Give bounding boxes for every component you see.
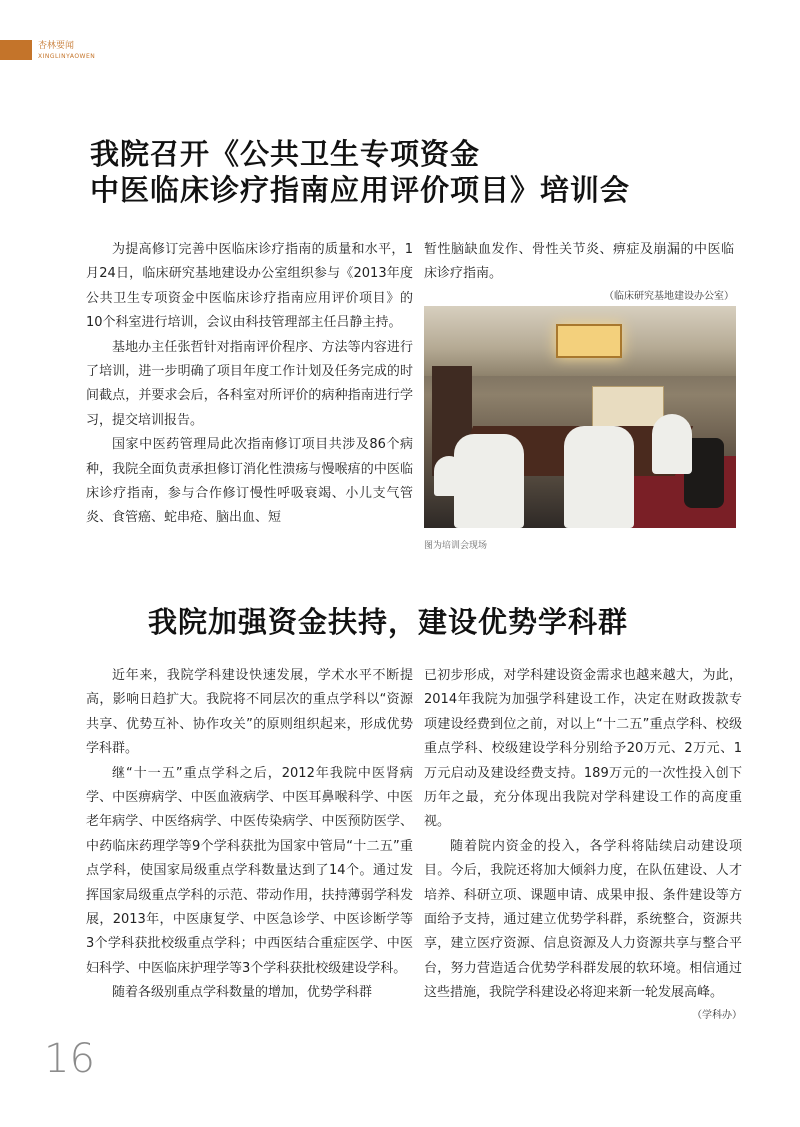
section-color-tab — [0, 40, 32, 60]
photo-wall-panel — [592, 386, 664, 428]
photo-attendee — [652, 414, 692, 474]
article-1-paragraph: 为提高修订完善中医临床诊疗指南的质量和水平，1月24日，临床研究基地建设办公室组织参与《2013年度公共卫生专项资金中医临床诊疗指南应用评价项目》的10个科室进行培训，会议由科技管理部主任吕静主持。 — [86, 242, 413, 331]
photo-attendee — [454, 434, 524, 528]
article-1-paragraph-continued: 暂性脑缺血发作、骨性关节炎、痹症及崩漏的中医临床诊疗指南。 — [424, 242, 734, 282]
article-2-right-column — [424, 664, 742, 1026]
article-1-left-column — [86, 238, 413, 531]
article-2-paragraph: 随着院内资金的投入，各学科将陆续启动建设项目。今后，我院还将加大倾斜力度，在队伍建设、人才培养、科研立项、课题申请、成果申报、条件建设等方面给予支持，通过建立优势学科群，系统整合，资源共享，建立医疗资源、信息资源及人力资源共享与整合平台，努力营造适合优势学科群发展的软环境。相信通过这些措施，我院学科建设必将迎来新一轮发展高峰。 — [424, 838, 742, 1001]
section-label-pinyin: XINGLINYAOWEN — [38, 53, 96, 60]
photo-ceiling-lamp — [556, 324, 622, 358]
page-number: 16 — [44, 1036, 95, 1082]
article-2-title: 我院加强资金扶持，建设优势学科群 — [148, 605, 629, 639]
article-2-paragraph-continued: 已初步形成，对学科建设资金需求也越来越大，为此，2014年我院为加强学科建设工作，决定在财政拨款专项建设经费到位之前，对以上“十二五”重点学科、校级重点学科、校级建设学科分别给予20万元、2万元、1万元启动及建设经费支持。189万元的一次性投入创下历年之最，充分体现出我院对学科建设工作的高度重视。 — [424, 668, 742, 830]
photo-caption: 图为培训会现场 — [424, 541, 488, 551]
photo-attendee — [564, 426, 634, 528]
article-2-paragraph: 近年来，我院学科建设快速发展，学术水平不断提高，影响日趋扩大。我院将不同层次的重点学科以“资源共享、优势互补、协作攻关”的原则组织起来，形成优势学科群。 — [86, 668, 413, 757]
article-1-paragraph: 基地办主任张哲针对指南评价程序、方法等内容进行了培训，进一步明确了项目年度工作计划及任务完成的时间截点，并要求会后，各科室对所评价的病种指南进行学习，提交培训报告。 — [86, 339, 413, 428]
article-1-title-line-2: 中医临床诊疗指南应用评价项目》培训会 — [90, 173, 631, 207]
article-2-paragraph: 继“十一五”重点学科之后，2012年我院中医肾病学、中医痹病学、中医血液病学、中医耳鼻喉科学、中医老年病学、中医络病学、中医传染病学、中医预防医学、中药临床药理学等9个学科获批为国家中管局“十二五”重点学科，使国家局级重点学科数量达到了14个。通过发挥国家局级重点学科的示范、带动作用，扶持薄弱学科发展，2013年，中医康复学、中医急诊学、中医诊断学等3个学科获批校级重点学科；中西医结合重症医学、中医妇科学、中医临床护理学等3个学科获批校级建设学科。 — [86, 765, 413, 976]
meeting-photo — [424, 306, 736, 528]
article-1-paragraph: 国家中医药管理局此次指南修订项目共涉及86个病种，我院全面负责承担修订消化性溃疡与慢喉痦的中医临床诊疗指南，参与合作修订慢性呼吸衰竭、小儿支气管炎、食管癌、蛇串疮、脑出血、短 — [86, 437, 413, 526]
article-1-right-column — [424, 238, 734, 307]
article-1-title-line-1: 我院召开《公共卫生专项资金 — [90, 137, 481, 171]
article-2-left-column — [86, 664, 413, 1006]
article-1-title — [90, 136, 630, 208]
section-label: 杏林要闻 — [38, 41, 75, 51]
article-2-paragraph: 随着各级别重点学科数量的增加，优势学科群 — [112, 985, 373, 1001]
article-1-credit: （临床研究基地建设办公室） — [604, 290, 734, 302]
article-2-credit: （学科办） — [692, 1009, 742, 1021]
